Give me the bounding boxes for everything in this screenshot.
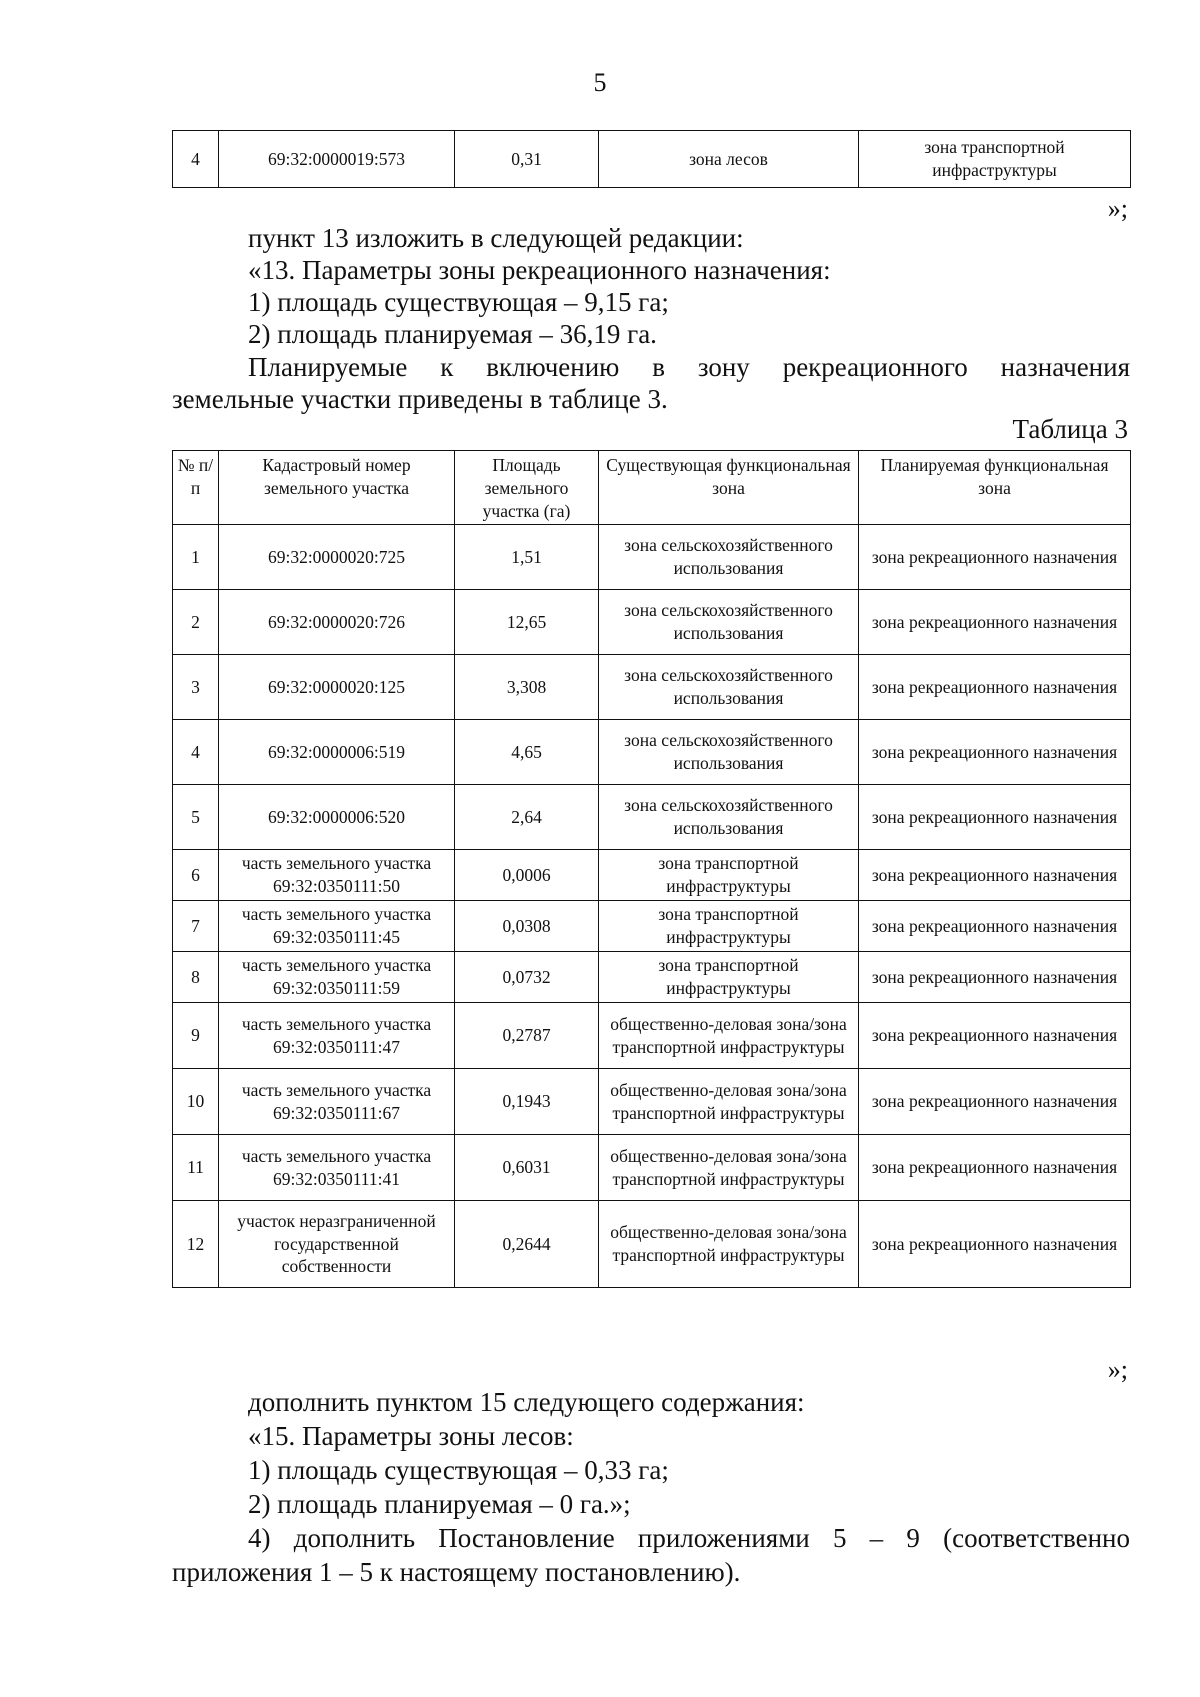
section15-line3: 1) площадь существующая – 0,33 га; — [248, 1455, 669, 1485]
cell-area: 12,65 — [455, 590, 599, 655]
cell-planned-zone: зона рекреационного назначения — [859, 590, 1131, 655]
cell-area: 3,308 — [455, 655, 599, 720]
section15-paragraph-line2: приложения 1 – 5 к настоящему постановлению). — [172, 1557, 741, 1587]
cell-cadastral: 69:32:0000020:125 — [219, 655, 455, 720]
cell-planned-zone: зона рекреационного назначения — [859, 1201, 1131, 1288]
cell-existing-zone: зона сельскохозяйственного использования — [599, 655, 859, 720]
header-cadastral: Кадастровый номер земельного участка — [219, 451, 455, 525]
cell-cadastral: 69:32:0000020:726 — [219, 590, 455, 655]
cell-planned-zone: зона рекреационного назначения — [859, 901, 1131, 952]
cell-existing-zone: зона сельскохозяйственного использования — [599, 785, 859, 850]
cell-num: 9 — [173, 1003, 219, 1069]
cell-planned-zone: зона рекреационного назначения — [859, 1069, 1131, 1135]
cell-num: 2 — [173, 590, 219, 655]
cell-existing-zone: зона сельскохозяйственного использования — [599, 590, 859, 655]
table-row — [173, 590, 1131, 655]
section13-line2: «13. Параметры зоны рекреационного назначения: — [248, 255, 831, 285]
top-table — [172, 130, 1131, 188]
table-row — [173, 1069, 1131, 1135]
cell-planned-zone: зона рекреационного назначения — [859, 720, 1131, 785]
table-row — [173, 1201, 1131, 1288]
cell-cadastral: часть земельного участка 69:32:0350111:59 — [219, 952, 455, 1003]
cell-num: 11 — [173, 1135, 219, 1201]
cell-existing-zone: общественно-деловая зона/зона транспортной инфраструктуры — [599, 1201, 859, 1288]
page-number: 5 — [593, 68, 607, 97]
cell-existing-zone: зона транспортной инфраструктуры — [599, 901, 859, 952]
header-existing-zone: Существующая функциональная зона — [599, 451, 859, 525]
header-num: № п/п — [173, 451, 219, 525]
table-row — [173, 1003, 1131, 1069]
cell-area: 0,6031 — [455, 1135, 599, 1201]
cell-planned-zone: зона рекреационного назначения — [859, 850, 1131, 901]
cell-planned-zone: зона рекреационного назначения — [859, 1003, 1131, 1069]
cell-num: 12 — [173, 1201, 219, 1288]
cell-num: 8 — [173, 952, 219, 1003]
cell-cadastral: часть земельного участка 69:32:0350111:41 — [219, 1135, 455, 1201]
cell-cadastral: часть земельного участка 69:32:0350111:47 — [219, 1003, 455, 1069]
cell-num: 10 — [173, 1069, 219, 1135]
cell-cadastral: часть земельного участка 69:32:0350111:45 — [219, 901, 455, 952]
cell-area: 2,64 — [455, 785, 599, 850]
cell-cadastral: 69:32:0000020:725 — [219, 525, 455, 590]
cell-num: 4 — [173, 720, 219, 785]
table-row — [173, 131, 1131, 188]
closing-quote-2: »; — [1107, 1355, 1128, 1384]
cell-num: 5 — [173, 785, 219, 850]
section15-line4: 2) площадь планируемая – 0 га.»; — [248, 1489, 631, 1519]
cell-planned-zone: зона рекреационного назначения — [859, 655, 1131, 720]
cell-cadastral: часть земельного участка 69:32:0350111:50 — [219, 850, 455, 901]
table-row — [173, 785, 1131, 850]
table3 — [172, 450, 1131, 1288]
cell-cadastral: 69:32:0000006:520 — [219, 785, 455, 850]
table-row — [173, 655, 1131, 720]
section13-line1: пункт 13 изложить в следующей редакции: — [248, 223, 744, 253]
table-row — [173, 850, 1131, 901]
closing-quote-1: »; — [1107, 194, 1128, 223]
cell-area: 0,0308 — [455, 901, 599, 952]
cell-area: 0,2787 — [455, 1003, 599, 1069]
cell-planned-zone: зона рекреационного назначения — [859, 525, 1131, 590]
header-area: Площадь земельного участка (га) — [455, 451, 599, 525]
section13-paragraph-line1: Планируемые к включению в зону рекреационного назначения — [248, 352, 1130, 382]
table3-header-row — [173, 451, 1131, 525]
section13-paragraph-line2: земельные участки приведены в таблице 3. — [172, 384, 668, 414]
cell-planned-zone: зона рекреационного назначения — [859, 1135, 1131, 1201]
table-row — [173, 525, 1131, 590]
cell-existing-zone: общественно-деловая зона/зона транспортной инфраструктуры — [599, 1135, 859, 1201]
section15-paragraph-line1: 4) дополнить Постановление приложениями 5 – 9 (соответственно — [248, 1523, 1130, 1553]
cell-area: 0,0006 — [455, 850, 599, 901]
cell-planned-zone: зона рекреационного назначения — [859, 952, 1131, 1003]
section15-line2: «15. Параметры зоны лесов: — [248, 1421, 574, 1451]
cell-num: 1 — [173, 525, 219, 590]
cell-num: 7 — [173, 901, 219, 952]
cell-planned-zone: зона транспортной инфраструктуры — [859, 131, 1131, 188]
table-row — [173, 952, 1131, 1003]
cell-existing-zone: зона лесов — [599, 131, 859, 188]
cell-num: 6 — [173, 850, 219, 901]
cell-cadastral: 69:32:0000006:519 — [219, 720, 455, 785]
cell-cadastral: часть земельного участка 69:32:0350111:67 — [219, 1069, 455, 1135]
cell-existing-zone: общественно-деловая зона/зона транспортной инфраструктуры — [599, 1069, 859, 1135]
cell-planned-zone: зона рекреационного назначения — [859, 785, 1131, 850]
cell-area: 4,65 — [455, 720, 599, 785]
cell-area: 0,2644 — [455, 1201, 599, 1288]
cell-existing-zone: зона сельскохозяйственного использования — [599, 525, 859, 590]
cell-area: 1,51 — [455, 525, 599, 590]
cell-existing-zone: зона транспортной инфраструктуры — [599, 850, 859, 901]
cell-existing-zone: общественно-деловая зона/зона транспортной инфраструктуры — [599, 1003, 859, 1069]
cell-area: 0,1943 — [455, 1069, 599, 1135]
table-row — [173, 901, 1131, 952]
cell-num: 4 — [173, 131, 219, 188]
cell-existing-zone: зона транспортной инфраструктуры — [599, 952, 859, 1003]
table-row — [173, 720, 1131, 785]
table3-caption: Таблица 3 — [1012, 414, 1128, 444]
cell-cadastral: 69:32:0000019:573 — [219, 131, 455, 188]
section15-line1: дополнить пунктом 15 следующего содержания: — [248, 1387, 805, 1417]
cell-existing-zone: зона сельскохозяйственного использования — [599, 720, 859, 785]
header-planned-zone: Планируемая функциональная зона — [859, 451, 1131, 525]
table-row — [173, 1135, 1131, 1201]
section13-line4: 2) площадь планируемая – 36,19 га. — [248, 319, 657, 349]
cell-area: 0,31 — [455, 131, 599, 188]
section13-line3: 1) площадь существующая – 9,15 га; — [248, 287, 669, 317]
cell-num: 3 — [173, 655, 219, 720]
cell-cadastral: участок неразграниченной государственной собственности — [219, 1201, 455, 1288]
cell-area: 0,0732 — [455, 952, 599, 1003]
